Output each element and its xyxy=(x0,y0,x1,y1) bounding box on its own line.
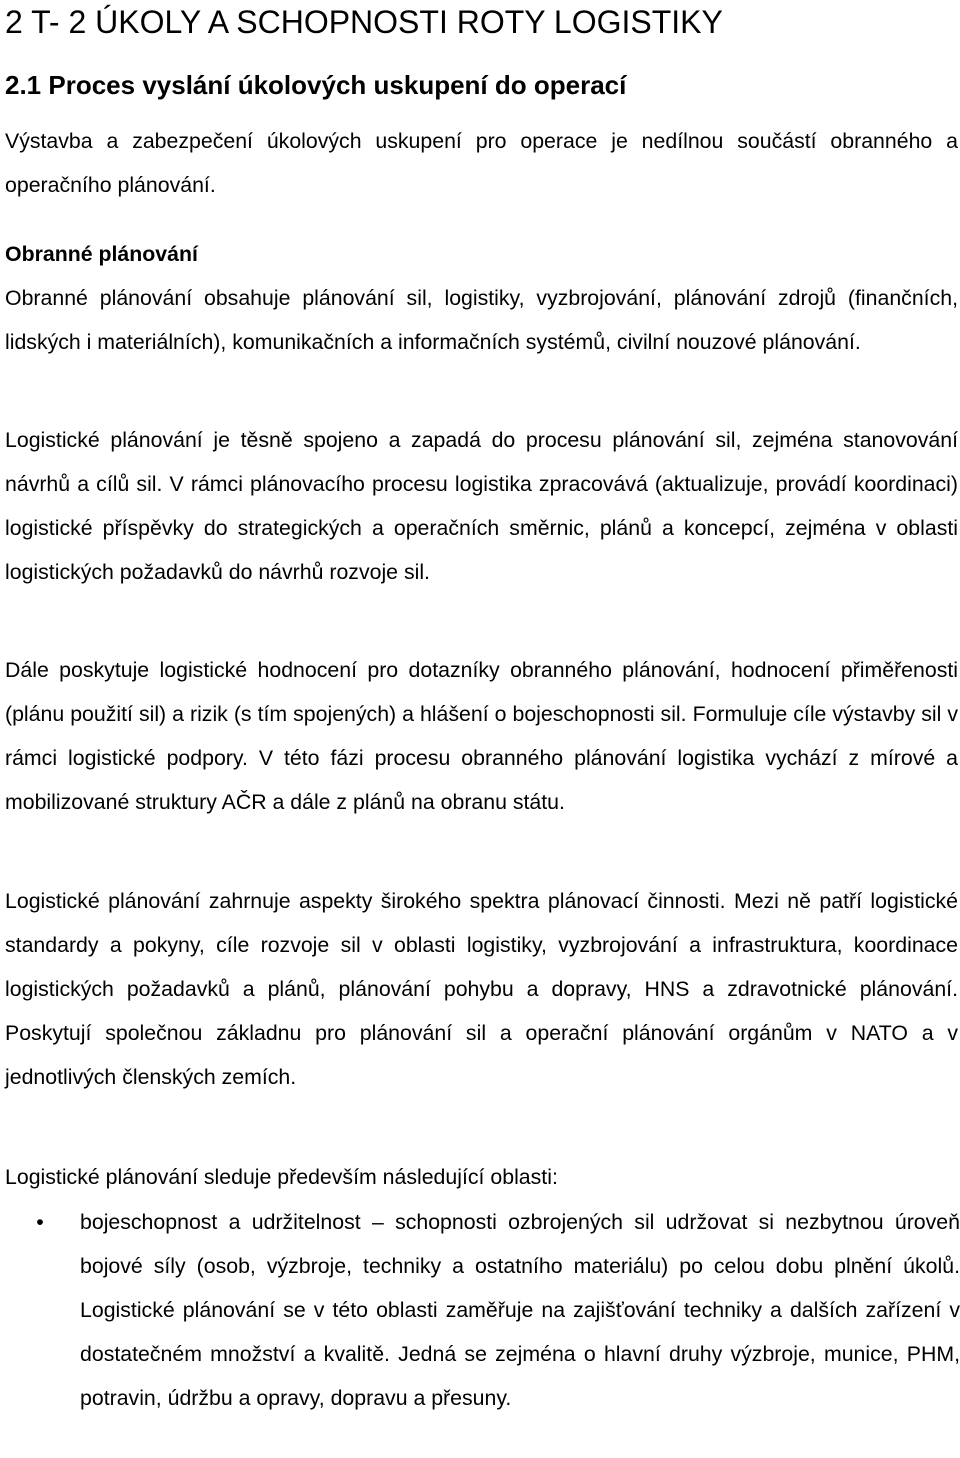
paragraph-5: Logistické plánování sleduje především následující oblasti: xyxy=(5,1165,558,1189)
section-heading: 2.1 Proces vyslání úkolových uskupení do operací xyxy=(5,70,627,100)
list-item xyxy=(5,1200,960,1420)
bullet-icon: • xyxy=(36,1210,44,1234)
paragraph-3: Dále poskytuje logistické hodnocení pro dotazníky obranného plánování, hodnocení přiměřenosti (plánu použití sil) a rizik (s tím spojených) a hlášení o bojeschopnosti sil. Formuluje cíle výstavby sil v rámci logistické podpory. V této fázi procesu obranného plánování logistika vychází z mírové a mobilizované struktury AČR a dále z plánů na obranu státu. xyxy=(5,658,958,814)
paragraph-2: Logistické plánování je těsně spojeno a zapadá do procesu plánování sil, zejména stanovování návrhů a cílů sil. V rámci plánovacího procesu logistika zpracovává (aktualizuje, provádí koordinaci) logistické příspěvky do strategických a operačních směrnic, plánů a koncepcí, zejména v oblasti logistických požadavků do návrhů rozvoje sil. xyxy=(5,428,958,584)
paragraph-4: Logistické plánování zahrnuje aspekty širokého spektra plánovací činnosti. Mezi ně patří logistické standardy a pokyny, cíle rozvoje sil v oblasti logistiky, vyzbrojování a infrastruktura, koordinace logistických požadavků a plánů, plánování pohybu a dopravy, HNS a zdravotnické plánování. Poskytují společnou základnu pro plánování sil a operační plánování orgánům v NATO a v jednotlivých členských zemích. xyxy=(5,889,958,1089)
intro-paragraph: Výstavba a zabezpečení úkolových uskupení pro operace je nedílnou součástí obranného a operačního plánování. xyxy=(5,129,958,197)
subheading: Obranné plánování xyxy=(5,242,198,266)
bullet-text: bojeschopnost a udržitelnost – schopnosti ozbrojených sil udržovat si nezbytnou úroveň bojové síly (osob, výzbroje, techniky a ostatního materiálu) po celou dobu plnění úkolů. Logistické plánování se v této oblasti zaměřuje na zajišťování techniky a dalších zařízení v dostatečném množství a kvalitě. Jedná se zejména o hlavní druhy výzbroje, munice, PHM, potravin, údržbu a opravy, dopravu a přesuny. xyxy=(80,1210,960,1410)
chapter-heading: 2 T- 2 ÚKOLY A SCHOPNOSTI ROTY LOGISTIKY xyxy=(5,4,723,40)
bullet-list xyxy=(5,1200,960,1420)
paragraph-1: Obranné plánování obsahuje plánování sil, logistiky, vyzbrojování, plánování zdrojů (finančních, lidských i materiálních), komunikačních a informačních systémů, civilní nouzové plánování. xyxy=(5,286,958,354)
